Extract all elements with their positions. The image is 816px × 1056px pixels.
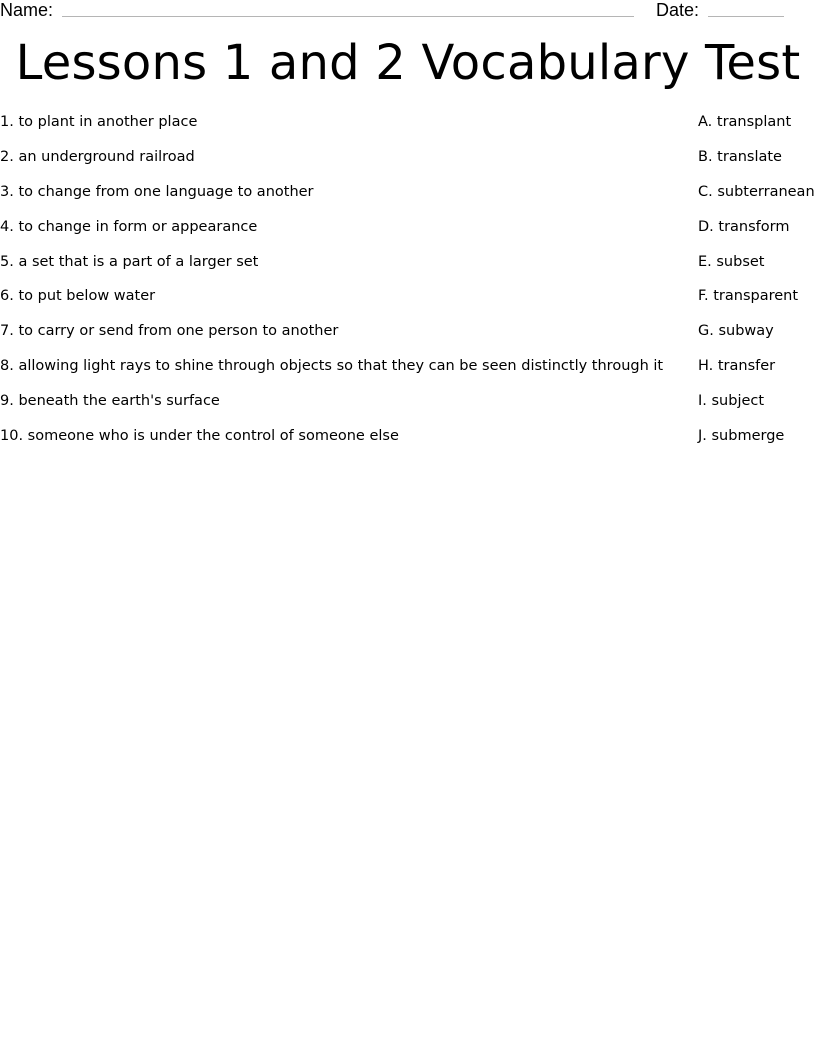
name-label: Name: bbox=[0, 0, 54, 20]
header bbox=[0, 0, 816, 24]
question-list bbox=[0, 112, 680, 461]
answer-item: D. transform bbox=[698, 218, 790, 235]
question-item: 5. a set that is a part of a larger set bbox=[0, 253, 259, 270]
answer-item: G. subway bbox=[698, 323, 774, 340]
date-field[interactable] bbox=[708, 16, 784, 17]
answer-item: H. transfer bbox=[698, 358, 776, 375]
date-label: Date: bbox=[656, 0, 700, 20]
question-item: 7. to carry or send from one person to another bbox=[0, 323, 339, 340]
name-field[interactable] bbox=[62, 16, 634, 17]
answer-item: B. translate bbox=[698, 148, 782, 165]
answer-item: F. transparent bbox=[698, 288, 799, 305]
question-item: 8. allowing light rays to shine through objects so that they can be seen distinctly through it bbox=[0, 358, 664, 375]
question-item: 1. to plant in another place bbox=[0, 114, 198, 130]
question-item: 6. to put below water bbox=[0, 288, 156, 305]
question-item: 10. someone who is under the control of someone else bbox=[0, 428, 399, 445]
answer-list bbox=[698, 112, 816, 461]
question-item: 9. beneath the earth's surface bbox=[0, 393, 220, 410]
question-item: 3. to change from one language to another bbox=[0, 183, 314, 200]
answer-item: C. subterranean bbox=[698, 183, 815, 200]
question-item: 4. to change in form or appearance bbox=[0, 218, 258, 235]
question-item: 2. an underground railroad bbox=[0, 148, 195, 165]
page-title: Lessons 1 and 2 Vocabulary Test bbox=[15, 35, 801, 91]
answer-item: E. subset bbox=[698, 253, 765, 270]
answer-item: I. subject bbox=[698, 393, 765, 410]
answer-item: A. transplant bbox=[698, 114, 792, 130]
answer-item: J. submerge bbox=[698, 428, 785, 445]
